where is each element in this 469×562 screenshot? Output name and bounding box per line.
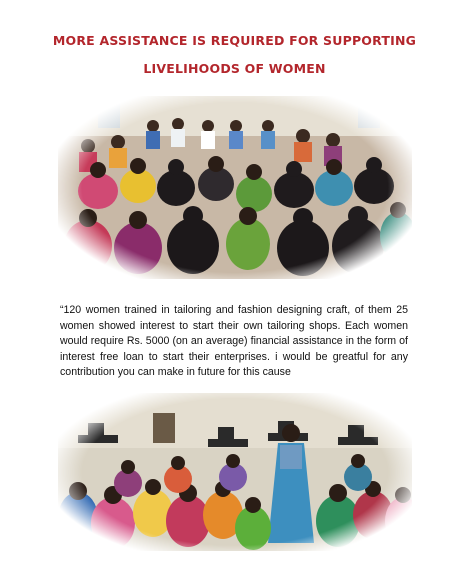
page-title-line-1: MORE ASSISTANCE IS REQUIRED FOR SUPPORTING [52,33,417,48]
women-meeting-illustration [58,96,412,279]
appeal-paragraph: “120 women trained in tailoring and fashion designing craft, of them 25 women showed interest to start their own tailoring shops. Each women would require Rs. 5000 (on an average) financial assistance in the form of interest free loan to start their enterprises. i would be greatful for any contribution you can make in future for this cause [60,304,408,378]
page-title-line-2: LIVELIHOODS OF WOMEN [143,61,326,76]
tailoring-training-illustration [58,393,412,551]
women-meeting-photo [58,96,412,279]
tailoring-training-photo [58,393,412,551]
